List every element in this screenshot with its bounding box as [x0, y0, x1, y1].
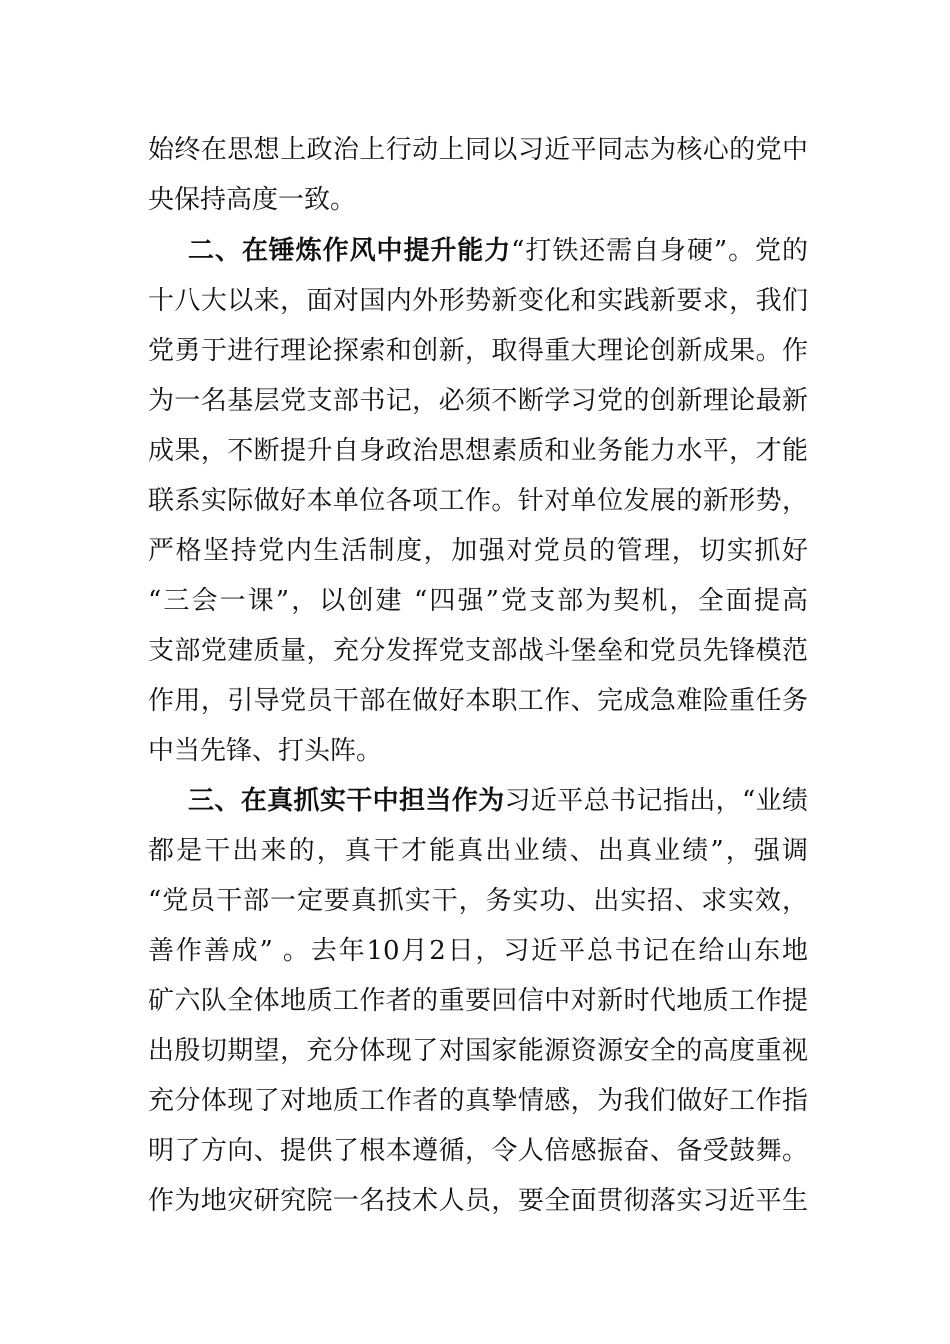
text-line: “党员干部一定要真抓实干，务实功、出实招、求实效，	[148, 886, 808, 916]
text-run: 习近平总书记指出，“业绩	[504, 786, 808, 816]
text-line: “三会一课”，以创建 “四强”党支部为契机，全面提高	[148, 586, 808, 616]
text-line: 都是干出来的，真干才能真出业绩、出真业绩”，强调	[148, 836, 808, 866]
text-line: 支部党建质量，充分发挥党支部战斗堡垒和党员先锋模范	[148, 636, 808, 666]
text-line: 十八大以来，面对国内外形势新变化和实践新要求，我们	[148, 286, 808, 316]
text-line: 矿六队全体地质工作者的重要回信中对新时代地质工作提	[148, 986, 808, 1016]
text-line: 出殷切期望，充分体现了对国家能源资源安全的高度重视	[148, 1036, 808, 1066]
section-heading: 三、在真抓实干中担当作为	[188, 786, 505, 816]
text-run: “打铁还需自身硬”。党的	[511, 236, 808, 266]
text-line: 严格坚持党内生活制度，加强对党员的管理，切实抓好	[148, 536, 808, 566]
text-line: 明了方向、提供了根本遵循，令人倍感振奋、备受鼓舞。	[148, 1136, 808, 1166]
section-heading-line	[188, 781, 808, 821]
text-line: 充分体现了对地质工作者的真挚情感，为我们做好工作指	[148, 1086, 808, 1116]
text-line: 作用，引导党员干部在做好本职工作、完成急难险重任务	[148, 686, 808, 716]
text-line: 中当先锋、打头阵。	[148, 736, 383, 766]
text-line: 联系实际做好本单位各项工作。针对单位发展的新形势，	[148, 486, 808, 516]
text-line: 央保持高度一致。	[148, 185, 357, 215]
section-heading: 二、在锤炼作风中提升能力	[188, 236, 512, 266]
section-heading-line	[188, 231, 808, 271]
text-line: 善作善成” 。去年10月2日，习近平总书记在给山东地	[148, 936, 808, 966]
text-line: 始终在思想上政治上行动上同以习近平同志为核心的党中	[148, 135, 808, 165]
text-line: 为一名基层党支部书记，必须不断学习党的创新理论最新	[148, 386, 808, 416]
text-line: 作为地灾研究院一名技术人员，要全面贯彻落实习近平生	[148, 1186, 808, 1216]
text-line: 党勇于进行理论探索和创新，取得重大理论创新成果。作	[148, 336, 808, 366]
text-line: 成果，不断提升自身政治思想素质和业务能力水平，才能	[148, 436, 808, 466]
